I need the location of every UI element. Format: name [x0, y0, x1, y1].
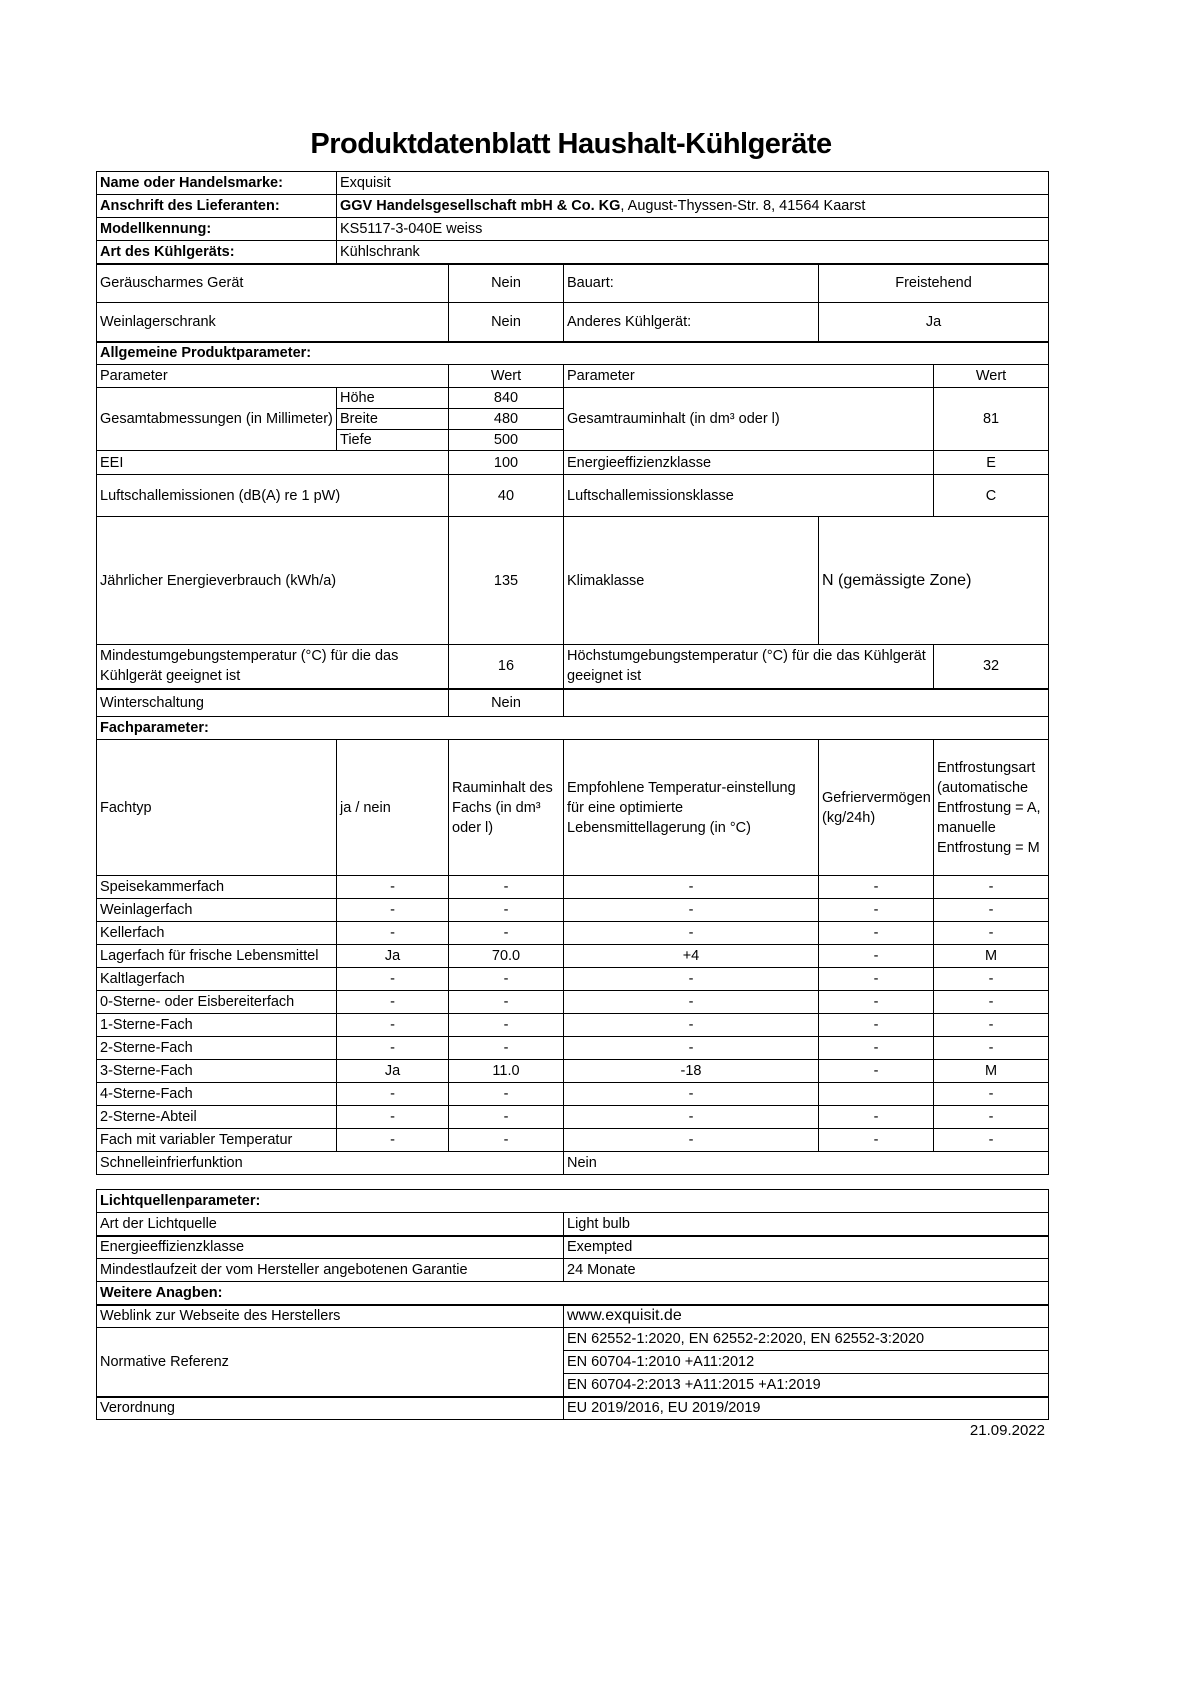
supplier-label: Anschrift des Lieferanten:	[97, 195, 337, 218]
compartment-cell: -	[819, 1037, 934, 1060]
compartment-cell: -	[934, 1106, 1049, 1129]
compartment-type: 2-Sterne-Fach	[97, 1037, 337, 1060]
compartment-cell: +4	[564, 945, 819, 968]
compartment-row	[97, 968, 1049, 991]
brand-label: Name oder Handelsmarke:	[97, 172, 337, 195]
light-class-label: Energieeffizienzklasse	[97, 1236, 564, 1259]
warranty-value: 24 Monate	[564, 1259, 1049, 1282]
eei-label: EEI	[97, 451, 449, 475]
general-section-heading: Allgemeine Produktparameter:	[97, 342, 1049, 365]
compartment-row	[97, 1106, 1049, 1129]
norm-value-2: EN 60704-1:2010 +A11:2012	[564, 1351, 1049, 1374]
compartment-cell: -	[564, 1106, 819, 1129]
light-class-value: Exempted	[564, 1236, 1049, 1259]
width-label: Breite	[337, 409, 449, 430]
compartment-cell: -	[819, 991, 934, 1014]
compartment-cell: -	[934, 922, 1049, 945]
dimensions-label: Gesamtabmessungen (in Millimeter)	[97, 388, 337, 451]
compartment-type: 3-Sterne-Fach	[97, 1060, 337, 1083]
compartment-row	[97, 1060, 1049, 1083]
compartment-cell: -	[449, 1083, 564, 1106]
compartment-col-temp: Empfohlene Temperatur-einstellung für eine optimierte Lebensmittellagerung (in °C)	[564, 740, 819, 876]
height-label: Höhe	[337, 388, 449, 409]
brand-value: Exquisit	[337, 172, 1049, 195]
climate-class-label: Klimaklasse	[564, 517, 819, 645]
page-title: Produktdatenblatt Haushalt-Kühlgeräte	[310, 128, 832, 160]
compartment-type: Kaltlagerfach	[97, 968, 337, 991]
compartment-cell: -	[819, 876, 934, 899]
compartment-cell: -	[934, 1014, 1049, 1037]
weblink-value: www.exquisit.de	[564, 1305, 1049, 1328]
compartment-type: 2-Sterne-Abteil	[97, 1106, 337, 1129]
device-type-row	[97, 241, 1049, 264]
light-and-further-table	[96, 1189, 1049, 1420]
compartment-cell: -	[819, 1060, 934, 1083]
norm-row-1	[97, 1328, 1049, 1351]
climate-class-value: N (gemässigte Zone)	[819, 517, 1049, 645]
compartment-cell: -	[819, 899, 934, 922]
compartment-cell: -	[564, 991, 819, 1014]
compartment-type: Fach mit variabler Temperatur	[97, 1129, 337, 1152]
compartment-row	[97, 922, 1049, 945]
compartment-cell: -	[564, 1037, 819, 1060]
low-noise-value: Nein	[449, 264, 564, 303]
light-type-label: Art der Lichtquelle	[97, 1213, 564, 1236]
device-type-label: Art des Kühlgeräts:	[97, 241, 337, 264]
other-appliance-value: Ja	[819, 303, 1049, 342]
winter-label: Winterschaltung	[97, 689, 449, 717]
design-label: Bauart:	[564, 264, 819, 303]
wine-cabinet-value: Nein	[449, 303, 564, 342]
supplier-value	[337, 195, 1049, 218]
supplier-address: , August-Thyssen-Str. 8, 41564 Kaarst	[620, 198, 866, 214]
brand-row	[97, 172, 1049, 195]
compartment-cell: -	[337, 876, 449, 899]
compartment-cell: -	[337, 1014, 449, 1037]
depth-value: 500	[449, 430, 564, 451]
compartment-cell	[819, 1083, 934, 1106]
wine-cabinet-label: Weinlagerschrank	[97, 303, 449, 342]
compartments-section-heading: Fachparameter:	[97, 717, 1049, 740]
noise-value: 40	[449, 475, 564, 517]
compartment-cell: -	[337, 968, 449, 991]
model-row	[97, 218, 1049, 241]
compartment-cell: -	[449, 1129, 564, 1152]
regulation-label: Verordnung	[97, 1397, 564, 1420]
annual-energy-value: 135	[449, 517, 564, 645]
weblink-row	[97, 1305, 1049, 1328]
eei-row	[97, 451, 1049, 475]
compartment-cell: 11.0	[449, 1060, 564, 1083]
compartment-cell: -	[449, 1014, 564, 1037]
model-label: Modellkennung:	[97, 218, 337, 241]
compartment-cell: -	[564, 1129, 819, 1152]
min-temp-value: 16	[449, 645, 564, 689]
compartment-cell: -	[564, 876, 819, 899]
low-noise-label: Geräuscharmes Gerät	[97, 264, 449, 303]
compartment-cell: -	[449, 991, 564, 1014]
compartment-cell: -	[449, 922, 564, 945]
warranty-row	[97, 1259, 1049, 1282]
light-type-row	[97, 1213, 1049, 1236]
compartment-row	[97, 1014, 1049, 1037]
compartment-cell: -	[449, 876, 564, 899]
height-value: 840	[449, 388, 564, 409]
compartment-cell: -	[564, 968, 819, 991]
noise-class-label: Luftschallemissionsklasse	[564, 475, 934, 517]
compartment-row	[97, 876, 1049, 899]
compartment-cell: Ja	[337, 945, 449, 968]
compartment-row	[97, 1129, 1049, 1152]
compartments-section-row	[97, 717, 1049, 740]
compartment-col-type: Fachtyp	[97, 740, 337, 876]
weblink-label: Weblink zur Webseite des Herstellers	[97, 1305, 564, 1328]
compartment-cell: -	[337, 1037, 449, 1060]
light-section-row	[97, 1190, 1049, 1213]
compartment-cell: -	[934, 968, 1049, 991]
col-value-left: Wert	[449, 365, 564, 388]
compartments-header-row	[97, 740, 1049, 876]
compartment-row	[97, 899, 1049, 922]
compartment-cell: -	[934, 1037, 1049, 1060]
compartment-col-yesno: ja / nein	[337, 740, 449, 876]
light-class-row	[97, 1236, 1049, 1259]
norm-value-1: EN 62552-1:2020, EN 62552-2:2020, EN 62552-3:2020	[564, 1328, 1049, 1351]
compartment-cell: -	[337, 1129, 449, 1152]
ambient-temp-row	[97, 645, 1049, 689]
other-appliance-label: Anderes Kühlgerät:	[564, 303, 819, 342]
compartment-cell: -	[819, 1014, 934, 1037]
energy-class-label: Energieeffizienzklasse	[564, 451, 934, 475]
compartment-cell: Ja	[337, 1060, 449, 1083]
eei-value: 100	[449, 451, 564, 475]
supplier-row	[97, 195, 1049, 218]
compartment-cell: -	[449, 968, 564, 991]
compartment-cell: -	[819, 1106, 934, 1129]
col-parameter-left: Parameter	[97, 365, 449, 388]
compartment-col-freeze: Gefriervermögen (kg/24h)	[819, 740, 934, 876]
col-parameter-right: Parameter	[564, 365, 934, 388]
max-temp-label: Höchstumgebungstemperatur (°C) für die das Kühlgerät geeignet ist	[564, 645, 934, 689]
compartment-cell: -	[449, 1037, 564, 1060]
light-section-heading: Lichtquellenparameter:	[97, 1190, 1049, 1213]
col-value-right: Wert	[934, 365, 1049, 388]
compartment-cell: -	[934, 899, 1049, 922]
compartment-col-volume: Rauminhalt des Fachs (in dm³ oder l)	[449, 740, 564, 876]
further-section-heading: Weitere Anagben:	[97, 1282, 1049, 1305]
compartment-type: Speisekammerfach	[97, 876, 337, 899]
quick-freeze-row	[97, 1152, 1049, 1175]
light-type-value: Light bulb	[564, 1213, 1049, 1236]
product-data-table	[96, 171, 1049, 1175]
compartment-cell: -	[337, 922, 449, 945]
general-header-row	[97, 365, 1049, 388]
winter-value: Nein	[449, 689, 564, 717]
energy-class-value: E	[934, 451, 1049, 475]
compartment-cell: -	[337, 991, 449, 1014]
compartment-type: 1-Sterne-Fach	[97, 1014, 337, 1037]
low-noise-row	[97, 264, 1049, 303]
compartment-cell: -	[564, 1014, 819, 1037]
compartment-cell: -	[449, 899, 564, 922]
compartment-cell: -	[934, 1083, 1049, 1106]
compartment-cell: -	[337, 1106, 449, 1129]
device-type-value: Kühlschrank	[337, 241, 1049, 264]
max-temp-value: 32	[934, 645, 1049, 689]
compartment-cell: -	[819, 1129, 934, 1152]
compartment-type: 4-Sterne-Fach	[97, 1083, 337, 1106]
compartment-cell: -	[564, 899, 819, 922]
noise-class-value: C	[934, 475, 1049, 517]
norm-value-3: EN 60704-2:2013 +A11:2015 +A1:2019	[564, 1374, 1049, 1397]
compartment-col-defrost: Entfrostungsart (automatische Entfrostung = A, manuelle Entfrostung = M	[934, 740, 1049, 876]
compartment-cell: -	[934, 876, 1049, 899]
compartment-type: Weinlagerfach	[97, 899, 337, 922]
compartment-cell: M	[934, 945, 1049, 968]
height-row	[97, 388, 1049, 409]
compartment-type: 0-Sterne- oder Eisbereiterfach	[97, 991, 337, 1014]
compartment-type: Kellerfach	[97, 922, 337, 945]
compartment-cell: -18	[564, 1060, 819, 1083]
compartment-type: Lagerfach für frische Lebensmittel	[97, 945, 337, 968]
general-section-row	[97, 342, 1049, 365]
winter-empty	[564, 689, 1049, 717]
wine-cabinet-row	[97, 303, 1049, 342]
noise-label: Luftschallemissionen (dB(A) re 1 pW)	[97, 475, 449, 517]
width-value: 480	[449, 409, 564, 430]
supplier-company: GGV Handelsgesellschaft mbH & Co. KG	[340, 198, 621, 214]
compartment-cell: -	[819, 922, 934, 945]
regulation-row	[97, 1397, 1049, 1420]
compartment-cell: -	[819, 968, 934, 991]
annual-energy-label: Jährlicher Energieverbrauch (kWh/a)	[97, 517, 449, 645]
compartment-cell: -	[337, 899, 449, 922]
document-date: 21.09.2022	[969, 1422, 1045, 1439]
compartment-cell: -	[934, 1129, 1049, 1152]
compartment-rows	[97, 876, 1049, 1152]
norm-label: Normative Referenz	[97, 1328, 564, 1397]
compartment-row	[97, 991, 1049, 1014]
compartment-cell: -	[564, 1083, 819, 1106]
model-value: KS5117-3-040E weiss	[337, 218, 1049, 241]
min-temp-label: Mindestumgebungstemperatur (°C) für die das Kühlgerät geeignet ist	[97, 645, 449, 689]
warranty-label: Mindestlaufzeit der vom Hersteller angebotenen Garantie	[97, 1259, 564, 1282]
compartment-cell: -	[564, 922, 819, 945]
compartment-cell: -	[449, 1106, 564, 1129]
total-volume-label: Gesamtrauminhalt (in dm³ oder l)	[564, 388, 934, 451]
total-volume-value: 81	[934, 388, 1049, 451]
compartment-row	[97, 945, 1049, 968]
compartment-cell: 70.0	[449, 945, 564, 968]
design-value: Freistehend	[819, 264, 1049, 303]
compartment-cell: M	[934, 1060, 1049, 1083]
quick-freeze-value: Nein	[564, 1152, 1049, 1175]
quick-freeze-label: Schnelleinfrierfunktion	[97, 1152, 564, 1175]
compartment-row	[97, 1083, 1049, 1106]
compartment-row	[97, 1037, 1049, 1060]
noise-row	[97, 475, 1049, 517]
compartment-cell: -	[934, 991, 1049, 1014]
regulation-value: EU 2019/2016, EU 2019/2019	[564, 1397, 1049, 1420]
winter-row	[97, 689, 1049, 717]
further-section-row	[97, 1282, 1049, 1305]
depth-label: Tiefe	[337, 430, 449, 451]
compartment-cell: -	[819, 945, 934, 968]
compartment-cell: -	[337, 1083, 449, 1106]
annual-energy-row	[97, 517, 1049, 645]
